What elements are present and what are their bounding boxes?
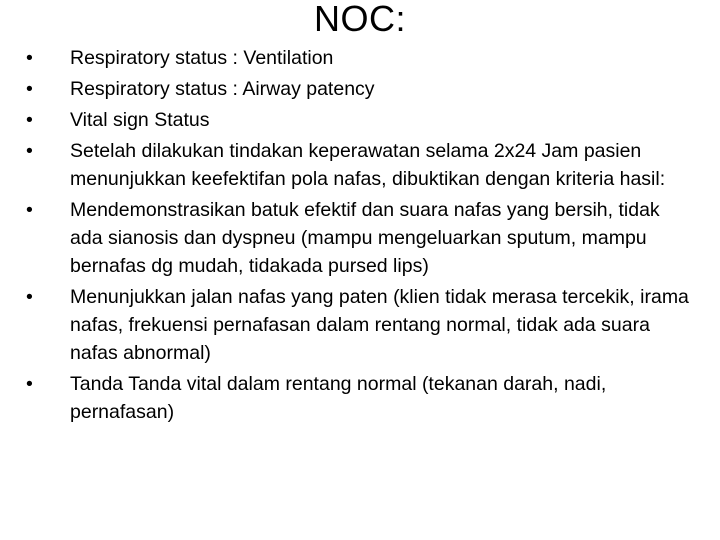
- list-item: [24, 75, 694, 103]
- bullet-icon: •: [26, 199, 33, 221]
- bullet-list: [24, 44, 694, 429]
- list-item-text: Respiratory status : Airway patency: [70, 78, 375, 100]
- bullet-icon: •: [26, 373, 33, 395]
- bullet-icon: •: [26, 140, 33, 162]
- list-item-text: Tanda Tanda vital dalam rentang normal (tekanan darah, nadi, pernafasan): [70, 373, 607, 423]
- list-item: [24, 106, 694, 134]
- bullet-icon: •: [26, 78, 33, 100]
- bullet-icon: •: [26, 109, 33, 131]
- bullet-icon: •: [26, 47, 33, 69]
- list-item: [24, 283, 694, 367]
- list-item-text: Setelah dilakukan tindakan keperawatan selama 2x24 Jam pasien menunjukkan keefektifan pola nafas, dibuktikan dengan kriteria hasil:: [70, 140, 666, 190]
- list-item: [24, 370, 694, 426]
- list-item-text: Vital sign Status: [70, 109, 210, 131]
- bullet-icon: •: [26, 286, 33, 308]
- list-item: [24, 44, 694, 72]
- list-item-text: Respiratory status : Ventilation: [70, 47, 334, 69]
- slide-title: NOC:: [314, 0, 406, 39]
- list-item-text: Mendemonstrasikan batuk efektif dan suara nafas yang bersih, tidak ada sianosis dan dyspneu (mampu mengeluarkan sputum, mampu bernafas dg mudah, tidakada pursed lips): [70, 199, 660, 277]
- list-item-text: Menunjukkan jalan nafas yang paten (klien tidak merasa tercekik, irama nafas, frekuensi pernafasan dalam rentang normal, tidak ada suara nafas abnormal): [70, 286, 689, 364]
- list-item: [24, 137, 694, 193]
- list-item: [24, 196, 694, 280]
